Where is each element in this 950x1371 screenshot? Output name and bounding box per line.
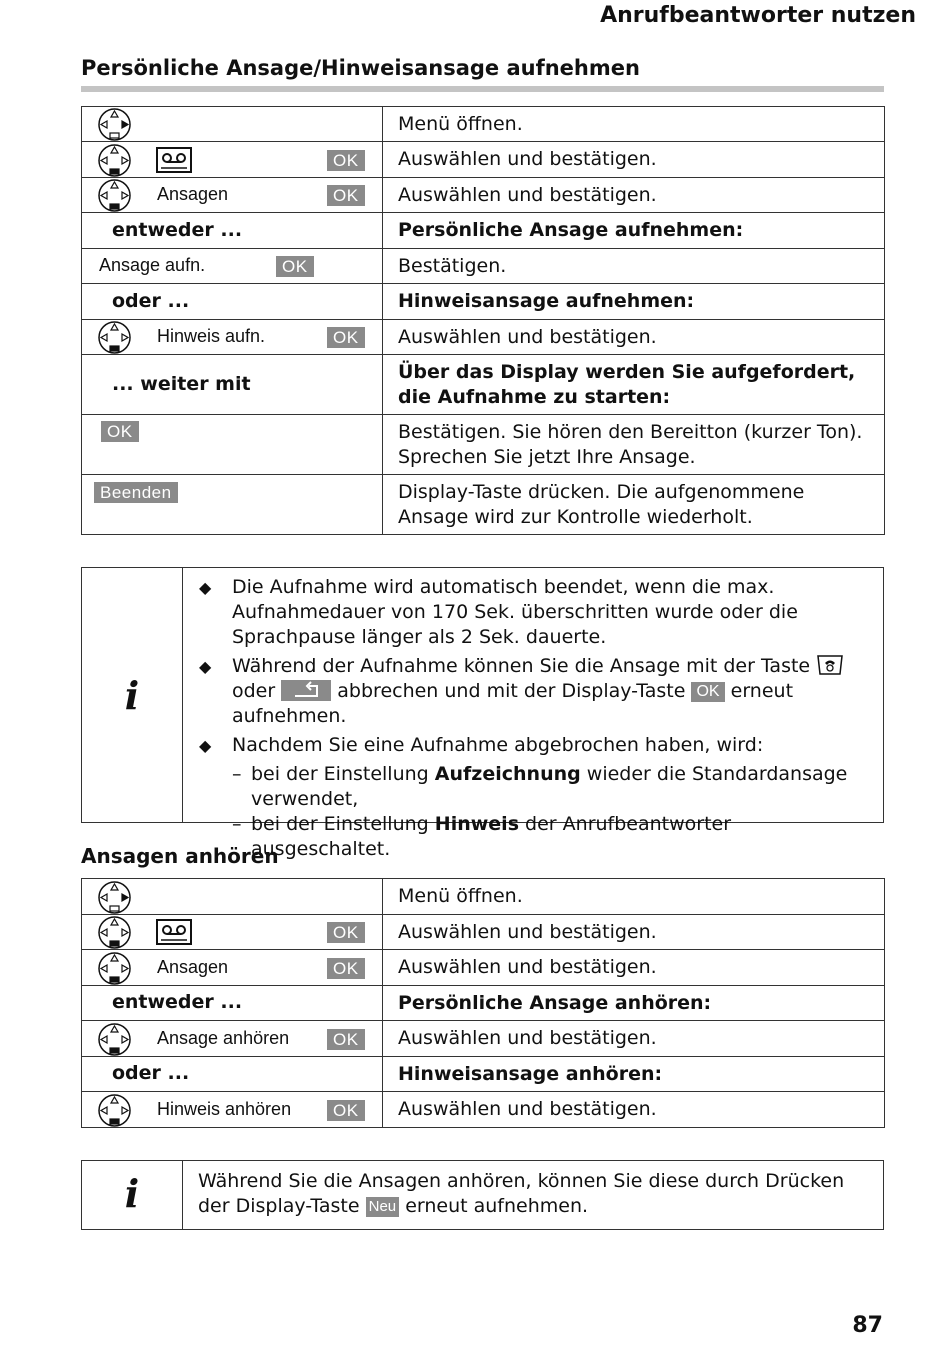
page-number: 87 — [852, 1313, 883, 1338]
step-description: Auswählen und bestätigen. — [383, 1092, 885, 1128]
end-softkey: Beenden — [94, 482, 178, 503]
step-description: Display-Taste drücken. Die aufgenommene Ansage wird zur Kontrolle wiederholt. — [383, 475, 885, 535]
ok-key: OK — [327, 327, 365, 348]
step-description: Auswählen und bestätigen. — [383, 178, 885, 213]
menu-option: Hinweis anhören — [157, 1098, 292, 1119]
info-icon: i — [124, 1171, 140, 1216]
table-row — [82, 178, 885, 213]
nav-key-right-icon — [98, 881, 131, 914]
table-row — [82, 249, 885, 284]
menu-option: Ansage aufn. — [99, 255, 206, 275]
table-row — [82, 320, 885, 355]
branch-label: oder ... — [112, 1062, 190, 1084]
step-description: Auswählen und bestätigen. — [383, 950, 885, 986]
sub-list-item: – bei der Einstellung Aufzeichnung wieder die Standardansage verwendet, — [232, 763, 848, 810]
step-heading: Hinweisansage anhören: — [383, 1057, 885, 1092]
nav-key-down-icon — [98, 1023, 131, 1056]
ok-key: OK — [691, 682, 724, 702]
page-header: Anrufbeantworter nutzen — [600, 3, 916, 28]
nav-key-down-icon — [98, 179, 131, 212]
section-title-listen: Ansagen anhören — [81, 844, 279, 868]
end-call-key-icon — [816, 654, 844, 676]
table-row — [82, 1021, 885, 1057]
nav-key-right-icon — [98, 108, 131, 141]
section-rule — [81, 86, 884, 92]
list-item: ◆ Nachdem Sie eine Aufnahme abgebrochen haben, wird: – bei der Einstellung Aufzeichnung wieder die Standardansage verwendet, – bei der Einstellung Hinweis der Anrufbeantworter ausgeschaltet. — [199, 733, 869, 862]
table-row — [82, 1057, 885, 1092]
answering-machine-icon — [156, 919, 192, 945]
step-description: Auswählen und bestätigen. — [383, 142, 885, 178]
branch-label: entweder ... — [112, 218, 243, 241]
nav-key-down-icon — [98, 916, 131, 949]
info-box-listen — [81, 1160, 884, 1230]
table-row — [82, 475, 885, 535]
step-heading: Persönliche Ansage aufnehmen: — [383, 213, 885, 249]
table-row — [82, 213, 885, 249]
table-row — [82, 915, 885, 950]
table-row — [82, 986, 885, 1021]
step-heading: Hinweisansage aufnehmen: — [383, 284, 885, 320]
ok-key: OK — [327, 1029, 365, 1050]
steps-table-listen — [81, 878, 885, 1128]
ok-key: OK — [327, 185, 365, 206]
table-row — [82, 879, 885, 915]
list-item: ◆ Die Aufnahme wird automatisch beendet, wenn die max. Aufnahmedauer von 170 Sek. überschritten wurde oder die Sprachpause länger als 2 Sek. dauerte. — [199, 576, 798, 648]
menu-option: Ansagen — [157, 956, 229, 977]
step-heading: Über das Display werden Sie aufgefordert, die Aufnahme zu starten: — [383, 355, 885, 415]
list-item: ◆ Während der Aufnahme können Sie die Ansage mit der Taste oder abbrechen und mit der Display-Taste OK erneut aufnehmen. — [199, 654, 869, 729]
ok-key: OK — [327, 922, 365, 943]
info-text: Während Sie die Ansagen anhören, können Sie diese durch Drücken der Display-Taste Neu erneut aufnehmen. — [198, 1170, 845, 1217]
info-text — [199, 575, 869, 866]
step-description: Menü öffnen. — [383, 879, 885, 915]
nav-key-down-icon — [98, 321, 131, 354]
sub-list-item: – bei der Einstellung Hinweis der Anrufbeantworter ausgeschaltet. — [232, 813, 732, 860]
step-description: Bestätigen. Sie hören den Bereitton (kurzer Ton). Sprechen Sie jetzt Ihre Ansage. — [383, 415, 885, 475]
menu-option: Ansagen — [157, 184, 229, 204]
table-row — [82, 355, 885, 415]
table-row — [82, 107, 885, 142]
nav-key-down-icon — [98, 144, 131, 177]
info-icon: i — [124, 673, 140, 718]
steps-table-record — [81, 106, 885, 535]
step-description: Auswählen und bestätigen. — [383, 915, 885, 950]
menu-option: Ansage anhören — [157, 1027, 290, 1048]
step-description: Auswählen und bestätigen. — [383, 320, 885, 355]
back-key-icon — [281, 680, 331, 701]
answering-machine-icon — [156, 147, 192, 173]
nav-key-down-icon — [98, 952, 131, 985]
table-row — [82, 284, 885, 320]
ok-key: OK — [327, 958, 365, 979]
nav-key-down-icon — [98, 1094, 131, 1127]
new-softkey: Neu — [366, 1197, 400, 1217]
menu-option: Hinweis aufn. — [157, 326, 266, 346]
branch-label: oder ... — [112, 289, 190, 312]
section-title-record: Persönliche Ansage/Hinweisansage aufnehmen — [81, 56, 640, 80]
table-row — [82, 415, 885, 475]
step-heading: Persönliche Ansage anhören: — [383, 986, 885, 1021]
ok-key: OK — [101, 421, 139, 442]
ok-key: OK — [276, 256, 314, 277]
step-description: Bestätigen. — [383, 249, 885, 284]
step-description: Auswählen und bestätigen. — [383, 1021, 885, 1057]
step-description: Menü öffnen. — [383, 107, 885, 142]
table-row — [82, 1092, 885, 1128]
table-row — [82, 950, 885, 986]
table-row — [82, 142, 885, 178]
ok-key: OK — [327, 150, 365, 171]
branch-label: entweder ... — [112, 991, 243, 1013]
ok-key: OK — [327, 1100, 365, 1121]
branch-label: ... weiter mit — [112, 372, 251, 395]
